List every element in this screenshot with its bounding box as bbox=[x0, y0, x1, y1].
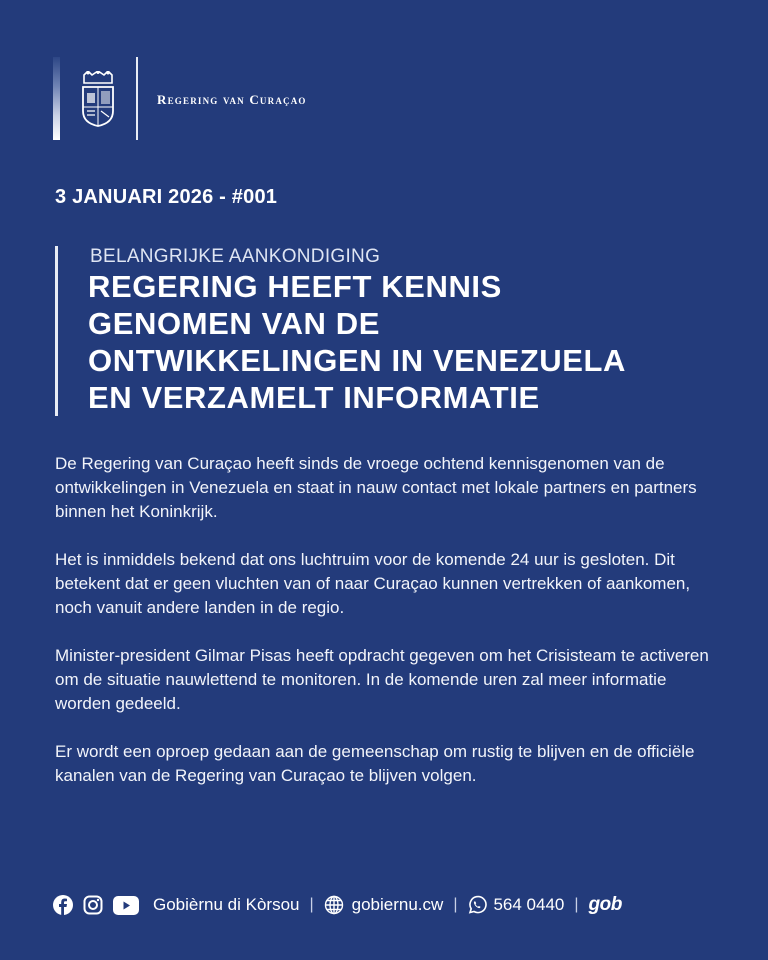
organization-name: Regering van Curaçao bbox=[157, 92, 307, 107]
coat-of-arms-icon bbox=[80, 71, 116, 140]
globe-icon bbox=[324, 895, 344, 915]
headline-line-2: GENOMEN VAN DE bbox=[88, 306, 381, 341]
social-handle[interactable]: Gobièrnu di Kòrsou bbox=[153, 895, 300, 914]
website-link[interactable]: gobiernu.cw bbox=[351, 895, 444, 914]
gob-brand-logo: gob bbox=[588, 894, 622, 915]
paragraph-2: Het is inmiddels bekend dat ons luchtruim voor de komende 24 uur is gesloten. Dit betekent dat er geen vluchten van of naar Curaçao kunnen vertrekken of aankomen, noch vanuit andere landen in de regio. bbox=[55, 550, 691, 617]
phone-number[interactable]: 564 0440 bbox=[493, 895, 565, 914]
separator: | bbox=[574, 896, 579, 913]
separator: | bbox=[453, 896, 458, 913]
logo-divider bbox=[136, 57, 138, 140]
headline-line-3: ONTWIKKELINGEN IN VENEZUELA bbox=[88, 343, 627, 378]
footer bbox=[53, 894, 622, 916]
gradient-bar bbox=[53, 57, 60, 140]
paragraph-1: De Regering van Curaçao heeft sinds de vroege ochtend kennisgenomen van de ontwikkelingen in Venezuela en staat in nauw contact met lokale partners en partners binnen het Koninkrijk. bbox=[55, 454, 697, 521]
body-text bbox=[55, 452, 715, 812]
paragraph-3: Minister-president Gilmar Pisas heeft opdracht gegeven om het Crisisteam te activeren om de situatie nauwlettend te monitoren. In de komende uren zal meer informatie worden gedeeld. bbox=[55, 646, 709, 713]
logo-block bbox=[53, 57, 138, 140]
headline-line-4: EN VERZAMELT INFORMATIE bbox=[88, 380, 540, 415]
whatsapp-icon bbox=[467, 895, 487, 915]
youtube-icon[interactable] bbox=[113, 896, 139, 915]
kicker-label: BELANGRIJKE AANKONDIGING bbox=[90, 246, 381, 267]
headline-block bbox=[55, 246, 626, 416]
paragraph-4: Er wordt een oproep gedaan aan de gemeenschap om rustig te blijven en de officiële kanalen van de Regering van Curaçao te blijven volgen. bbox=[55, 742, 695, 785]
headline-line-1: REGERING HEEFT KENNIS bbox=[88, 269, 502, 304]
instagram-icon[interactable] bbox=[83, 895, 103, 915]
date-and-number: 3 JANUARI 2026 - #001 bbox=[55, 186, 278, 208]
separator: | bbox=[309, 896, 314, 913]
facebook-icon[interactable] bbox=[53, 895, 73, 915]
